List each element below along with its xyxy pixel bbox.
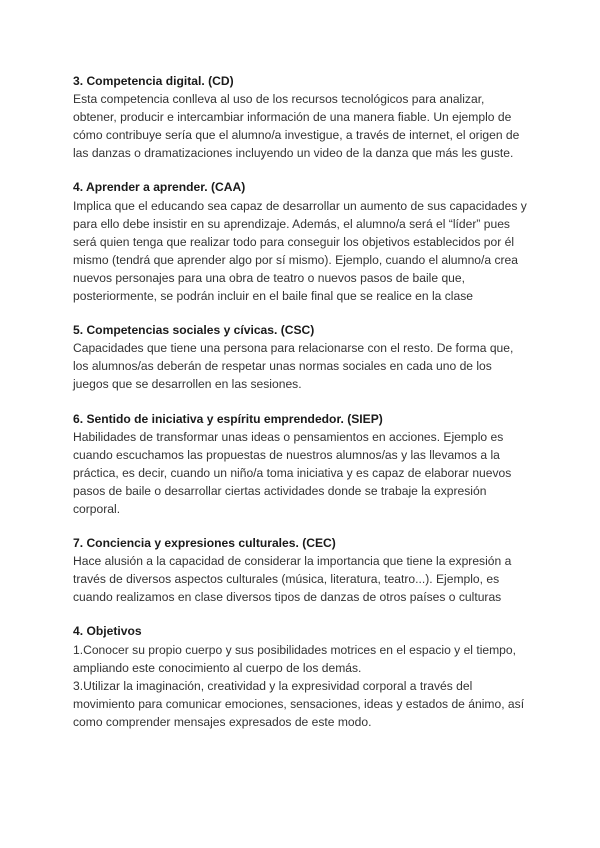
section-heading: 4. Aprender a aprender. (CAA) (73, 180, 246, 195)
document-page (73, 72, 533, 747)
paragraph-line: será quien tenga que realizar todo para conseguir los objetivos establecidos por él (73, 234, 515, 249)
paragraph-line: nuevos personajes para una obra de teatro o nuevos pasos de baile que, (73, 270, 465, 285)
section-heading: 7. Conciencia y expresiones culturales. (CEC) (73, 536, 336, 551)
paragraph-line: cómo contribuye sería que el alumno/a investigue, a través de internet, el origen de (73, 128, 520, 143)
paragraph-line: través de diversos aspectos culturales (música, literatura, teatro...). Ejemplo, es (73, 572, 500, 587)
section-heading: 6. Sentido de iniciativa y espíritu emprendedor. (SIEP) (73, 411, 383, 426)
section-heading: 3. Competencia digital. (CD) (73, 74, 234, 88)
section-conciencia-cultural (73, 534, 533, 606)
paragraph-line: Capacidades que tiene una persona para relacionarse con el resto. De forma que, (73, 341, 514, 356)
paragraph-line: cuando realizamos en clase diversos tipos de danzas de otros países o culturas (73, 590, 502, 605)
paragraph-line: juegos que se desarrollen en las sesiones. (73, 377, 302, 392)
section-aprender-a-aprender (73, 178, 533, 305)
paragraph-line: obtener, producir e intercambiar información de una manera fiable. Un ejemplo de (73, 110, 512, 125)
paragraph-line: las danzas o dramatizaciones incluyendo un video de la danza que más les guste. (73, 146, 514, 161)
paragraph-line: movimiento para comunicar emociones, sensaciones, ideas y estados de ánimo, así (73, 696, 525, 711)
section-heading: 5. Competencias sociales y cívicas. (CSC) (73, 323, 315, 338)
paragraph-line: 3.Utilizar la imaginación, creatividad y la expresividad corporal a través del (73, 678, 473, 693)
paragraph-line: corporal. (73, 501, 121, 516)
paragraph-line: los alumnos/as deberán de respetar unas normas sociales en cada uno de los (73, 359, 492, 374)
section-competencias-sociales (73, 321, 533, 393)
paragraph-line: 1.Conocer su propio cuerpo y sus posibilidades motrices en el espacio y el tiempo, (73, 642, 516, 657)
paragraph-line: Habilidades de transformar unas ideas o pensamientos en acciones. Ejemplo es (73, 429, 504, 444)
section-objetivos (73, 622, 533, 731)
paragraph-line: pasos de baile o desarrollar ciertas actividades donde se trabaje la expresión (73, 483, 487, 498)
paragraph-line: para ello debe insistir en su aprendizaje. Además, el alumno/a será el “líder” pues (73, 216, 510, 231)
paragraph-line: Hace alusión a la capacidad de considerar la importancia que tiene la expresión a (73, 554, 512, 569)
section-sentido-de-iniciativa (73, 410, 533, 519)
paragraph-line: cuando escuchamos las propuestas de nuestros alumnos/as y las llevamos a la (73, 447, 500, 462)
paragraph-line: posteriormente, se podrán incluir en el baile final que se realice en la clase (73, 289, 473, 304)
section-heading: 4. Objetivos (73, 624, 142, 639)
paragraph-line: práctica, es decir, cuando un niño/a toma iniciativa y es capaz de elaborar nuevos (73, 465, 512, 480)
paragraph-line: Esta competencia conlleva al uso de los recursos tecnológicos para analizar, (73, 92, 485, 107)
paragraph-line: ampliando este conocimiento al cuerpo de los demás. (73, 660, 362, 675)
section-competencia-digital (73, 72, 533, 162)
paragraph-line: Implica que el educando sea capaz de desarrollar un aumento de sus capacidades y (73, 198, 527, 213)
paragraph-line: mismo (tendrá que aprender algo por sí mismo). Ejemplo, cuando el alumno/a crea (73, 252, 519, 267)
paragraph-line: como comprender mensajes expresados de este modo. (73, 714, 372, 729)
